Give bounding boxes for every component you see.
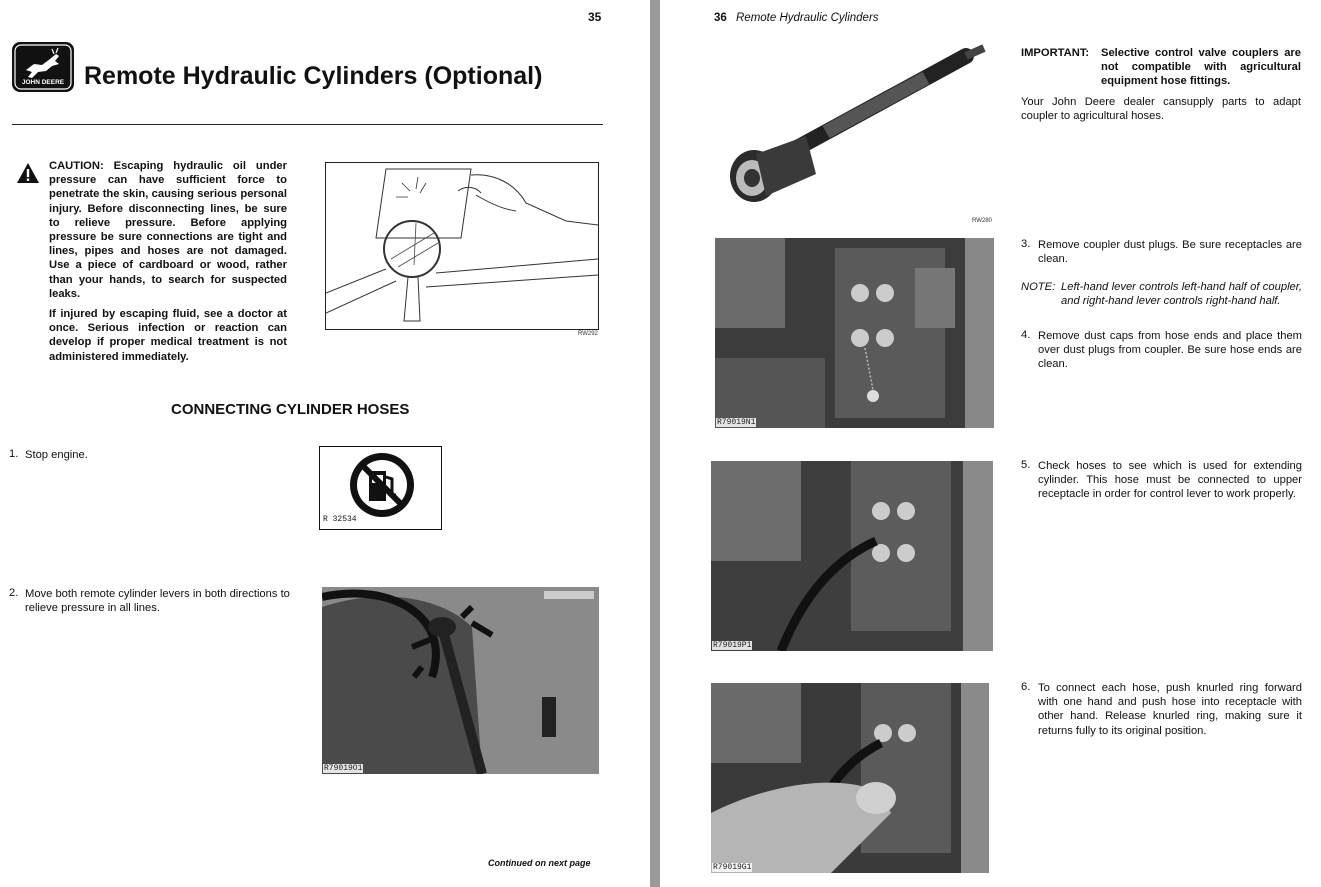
step-text: Remove coupler dust plugs. Be sure receptacles are clean.	[1038, 239, 1302, 266]
injury-text: If injured by escaping fluid, see a doctor at once. Serious infection or reaction can develop if proper medical treatment is not administered immediately.	[49, 308, 287, 363]
step-number: 3.	[1021, 238, 1031, 250]
fig-connect-code: R79019G1	[713, 863, 752, 872]
note-text: Left-hand lever controls left-hand half of coupler, and right-hand lever controls right-hand half.	[1061, 281, 1302, 308]
logo-text: JOHN DEERE	[21, 79, 65, 86]
levers-photo	[322, 587, 599, 774]
important-label: IMPORTANT:	[1021, 47, 1090, 59]
running-title: Remote Hydraulic Cylinders	[736, 12, 879, 24]
warning-triangle-icon	[16, 162, 40, 184]
fig-hose-code: RW280	[972, 218, 992, 224]
fig-levers-code: R79019O1	[324, 764, 363, 773]
note-label: NOTE:	[1021, 281, 1056, 293]
step-number: 2.	[9, 587, 19, 599]
hose-check-photo	[711, 461, 993, 651]
page-number: 36	[714, 12, 727, 24]
stop-engine-illustration	[319, 446, 442, 530]
connect-hose-photo	[711, 683, 989, 873]
dealer-text: Your John Deere dealer cansupply parts to adapt coupler to agricultural hoses.	[1021, 96, 1301, 123]
step-text: Check hoses to see which is used for extending cylinder. This hose must be connected to upper receptacle in order for control lever to work properly.	[1038, 460, 1302, 501]
page-title: Remote Hydraulic Cylinders (Optional)	[84, 62, 543, 90]
hose-photo	[726, 44, 990, 214]
step-number: 5.	[1021, 459, 1031, 471]
important-text: Selective control valve couplers are not compatible with agricultural equipment hose fittings.	[1101, 47, 1301, 88]
running-header	[714, 12, 879, 24]
section-heading: CONNECTING CYLINDER HOSES	[171, 401, 410, 418]
step-text: Stop engine.	[25, 449, 88, 461]
page-number: 35	[588, 10, 602, 24]
fig-stop-code: R 32534	[323, 515, 357, 524]
step-number: 6.	[1021, 681, 1031, 693]
step-number: 4.	[1021, 329, 1031, 341]
fig-leak-code: RW292	[578, 331, 598, 337]
left-page	[0, 0, 650, 887]
fig-coupler-code: R79019N1	[717, 418, 756, 427]
john-deere-logo	[12, 42, 74, 92]
fig-hose-check-code: R79019P1	[713, 641, 752, 650]
step-number: 1.	[9, 448, 19, 460]
title-rule	[12, 124, 603, 125]
step-text: Move both remote cylinder levers in both directions to relieve pressure in all lines.	[25, 588, 290, 615]
leak-check-illustration	[325, 162, 599, 330]
step-text: Remove dust caps from hose ends and place them over dust plugs from coupler. Be sure hose ends are clean.	[1038, 330, 1302, 371]
right-page	[660, 0, 1321, 887]
coupler-photo	[715, 238, 994, 428]
caution-text: CAUTION: Escaping hydraulic oil under pressure can have sufficient force to penetrate the skin, causing serious personal injury. Before disconnecting lines, be sure to relieve pressure. Before applying pressure be sure connections are tight and lines, pipes and hoses are not damaged. Use a piece of cardboard or wood, rather than your hands, to search for suspected leaks.	[49, 160, 287, 300]
continued-footer: Continued on next page	[488, 858, 591, 868]
step-text: To connect each hose, push knurled ring forward with one hand and push hose into receptacle with other hand. Release knurled ring, making sure it returns fully to its original position.	[1038, 682, 1302, 737]
